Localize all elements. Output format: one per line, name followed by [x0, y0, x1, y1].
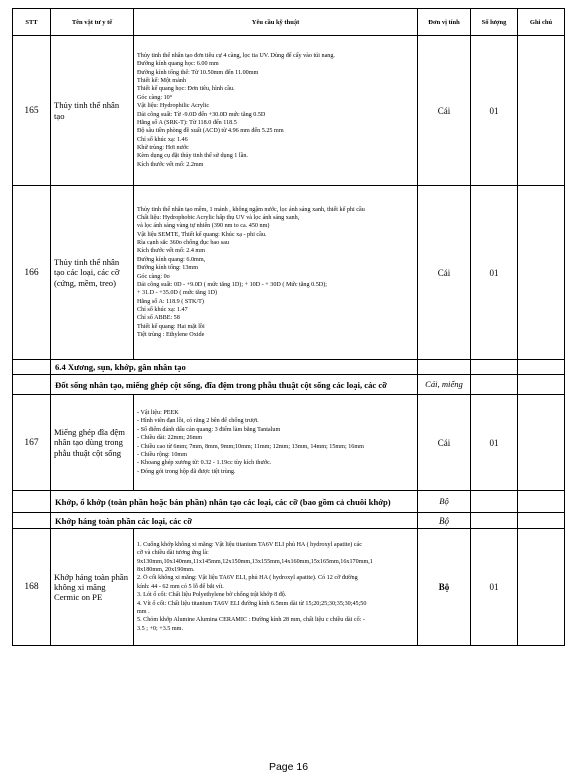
row-qty: 01 [471, 36, 518, 186]
spec-line: - Chiều cao từ 6mm; 7mm, 8mm, 9mm;10mm; 11mm; 12mm; 13mm, 14mm; 15mm; 16mm [137, 443, 364, 450]
header-stt: STT [13, 9, 51, 36]
spec-line: Vật liệu SEMTE, Thiết kế quang: Khúc xạ - phi cầu. [137, 231, 267, 238]
group-empty-note [518, 491, 565, 513]
row-note [518, 186, 565, 360]
spec-line: Kèm dụng cụ đặt thủy tinh thể sử dụng 1 lần. [137, 153, 248, 160]
spec-line: Vật liệu: Hydrophilic Acrylic [137, 103, 210, 110]
group-row [13, 375, 565, 395]
group-empty-note [518, 375, 565, 395]
spec-line: Đường kính tổng thể: Từ 10.50mm đến 11.00mm [137, 69, 259, 76]
group-empty-qty [471, 375, 518, 395]
row-qty: 01 [471, 529, 518, 646]
spec-line: 9x130mm,10x140mm,11x145mm,12x150mm,13x155mm,14x160mm,15x165mm,16x170mm,1 [137, 558, 373, 565]
row-name: Thủy tinh thể nhân tạo [51, 36, 134, 186]
spec-line: Đường kính tổng: 13mm [137, 265, 198, 272]
technical-spec-table [12, 8, 565, 646]
spec-line: - Vật liệu: PEEK [137, 410, 179, 417]
row-note [518, 529, 565, 646]
section-row [13, 360, 565, 375]
spec-line: kính: 44 - 62 mm có 5 lỗ để bắt vít. [137, 583, 224, 590]
row-unit: Cái [418, 395, 471, 491]
spec-line: - Hình viên đạn lồi, có răng 2 bên để chống trượt. [137, 418, 259, 425]
row-name: Khớp háng toàn phần không xi măng Cermic on PE [51, 529, 134, 646]
row-name: Thủy tinh thể nhân tạo các loại, các cỡ (cứng, mềm, treo) [51, 186, 134, 360]
table-row [13, 529, 565, 646]
spec-line: 3. Lót ổ cối: Chất liệu Polyethylene bờ chống trật khớp 8 độ. [137, 592, 287, 599]
spec-line: Thiết kế: Một mảnh [137, 78, 186, 85]
spec-line: Khử trùng: Hơi nước [137, 144, 189, 151]
section-empty-qty [471, 360, 518, 375]
row-spec [134, 36, 418, 186]
spec-line: Thủy tinh thể nhân tạo đơn tiêu cự 4 càng, lọc tia UV. Dùng để cấy vào túi nang. [137, 52, 335, 59]
row-spec [134, 529, 418, 646]
spec-line: 1. Cuống khớp không xi măng: Vật liệu titanium TA6V ELI phủ HA ( hydroxyl apatite) các [137, 542, 362, 549]
header-unit: Đơn vị tính [418, 9, 471, 36]
spec-line: 5. Chỏm khớp Alumine Alumina CERAMIC : Đường kính 28 mm, chất liệu c chiều dài cổ: - [137, 617, 365, 624]
section-title: 6.4 Xương, sụn, khớp, gân nhân tạo [51, 360, 418, 375]
group-title: Đốt sống nhân tạo, miếng ghép cột sống, đĩa đệm trong phẫu thuật cột sống các loại, các cỡ [51, 375, 418, 395]
spec-line: Kích thước vết mổ: 2.4 mm [137, 248, 205, 255]
row-unit: Cái [418, 186, 471, 360]
group-empty-qty [471, 491, 518, 513]
row-spec [134, 395, 418, 491]
spec-line: mm . [137, 608, 150, 615]
table-row [13, 395, 565, 491]
section-empty-unit [418, 360, 471, 375]
spec-line: Góc càng: 10° [137, 94, 173, 101]
spec-line: Đường kính quang học: 6.00 mm [137, 61, 219, 68]
subgroup-row [13, 513, 565, 529]
row-stt: 168 [13, 529, 51, 646]
spec-line: Rìa cạnh sắc 360o chống đục bao sau [137, 240, 229, 247]
spec-line: Chỉ số khúc xạ: 1.46 [137, 136, 188, 143]
row-note [518, 36, 565, 186]
spec-line: Hằng số A (SRK-T): Từ 118.0 đến 118.5 [137, 119, 237, 126]
row-unit: Cái [418, 36, 471, 186]
spec-line: - Đóng gói trong hộp đã được tiệt trùng. [137, 468, 236, 475]
row-qty: 01 [471, 395, 518, 491]
spec-line: Đường kính quang: 6.0mm, [137, 256, 206, 263]
row-note [518, 395, 565, 491]
row-qty: 01 [471, 186, 518, 360]
table-header-row [13, 9, 565, 36]
subgroup-empty-stt [13, 513, 51, 529]
group-title: Khớp, ổ khớp (toàn phần hoặc bán phần) nhân tạo các loại, các cỡ (bao gồm cả chuôi khớp) [51, 491, 418, 513]
header-spec: Yêu cầu kỹ thuật [134, 9, 418, 36]
header-qty: Số lượng [471, 9, 518, 36]
subgroup-empty-note [518, 513, 565, 529]
group-unit: Cái, miếng [418, 375, 471, 395]
spec-line: Chỉ số khúc xạ: 1.47 [137, 306, 188, 313]
spec-line: - Chiều dài: 22mm; 26mm [137, 435, 203, 442]
page-number: Page 16 [268, 761, 309, 773]
spec-line: 8x180mm, 20x190mm. [137, 567, 195, 574]
spec-line: - Chiều rộng: 10mm [137, 451, 187, 458]
table-row [13, 186, 565, 360]
group-row [13, 491, 565, 513]
spec-line: 2. Ổ cối không xi măng: Vật liệu TA6V ELI, phủ HA ( hydroxyl apatite). Có 12 cỡ đường [137, 575, 358, 582]
spec-line: Góc càng: 0o [137, 273, 170, 280]
spec-line: Độ sâu tiền phòng đề xuất (ACD) từ 4.96 mm đến 5.25 mm [137, 128, 284, 135]
row-stt: 167 [13, 395, 51, 491]
subgroup-unit: Bộ [418, 513, 471, 529]
row-unit: Bộ [418, 529, 471, 646]
subgroup-title: Khớp háng toàn phần các loại, các cỡ [51, 513, 418, 529]
spec-line: Thiết kế quang: Hai mặt lồi [137, 323, 205, 330]
spec-line: Chỉ số ABBE: 58 [137, 315, 180, 322]
row-spec [134, 186, 418, 360]
spec-line: + 31.D - +35.0D ( mức tăng 1D) [137, 290, 218, 297]
spec-line: cỡ và chiều dài tương ứng là: [137, 550, 209, 557]
spec-line: Tiệt trùng : Ethylene Oxide [137, 332, 205, 339]
spec-line: 3.5 ; +0; +3.5 mm. [137, 625, 183, 632]
group-empty-stt [13, 491, 51, 513]
table-row [13, 36, 565, 186]
spec-line: - Khoang ghép xương từ: 0.32 - 1.19cc tùy kích thước. [137, 460, 272, 467]
spec-line: Kích thước vết mổ: 2.2mm [137, 161, 204, 168]
spec-line: Hằng số A: 118.9 ( STK/T) [137, 298, 204, 305]
header-note: Ghi chú [518, 9, 565, 36]
spec-line: Thiết kế quang học: Đơn tiêu, hình cầu. [137, 86, 235, 93]
spec-line: 4. Vít ổ cối: Chất liệu titanium TA6V ELI đường kính 6.5mm dài từ 15;20;25;30;35;30;45;50 [137, 600, 367, 607]
spec-line: Dải công suất: Từ -9.0D đến +30.0D mức tăng 0.5D [137, 111, 266, 118]
subgroup-empty-qty [471, 513, 518, 529]
spec-line: Thủy tinh thể nhân tạo mềm, 1 mảnh , không ngậm nước, lọc ánh sáng xanh, thiết kế phi cầu [137, 206, 365, 213]
section-empty-note [518, 360, 565, 375]
row-name: Miếng ghép đĩa đệm nhân tạo dùng trong phẫu thuật cột sống [51, 395, 134, 491]
spec-line: - Số điểm đánh dấu cản quang: 3 điểm làm bằng Tantalum [137, 426, 281, 433]
group-empty-stt [13, 375, 51, 395]
header-name: Tên vật tư y tế [51, 9, 134, 36]
row-stt: 166 [13, 186, 51, 360]
spec-line: và lọc ánh sáng vàng tự nhiên (390 nm to ca. 450 nm) [137, 223, 270, 230]
spec-line: Dải công suất: 0D - +9.0D ( mức tăng 1D); + 10D - + 30D ( Mức tăng 0.5D); [137, 281, 327, 288]
section-empty-stt [13, 360, 51, 375]
group-unit: Bộ [418, 491, 471, 513]
spec-line: Chất liệu: Hydrophobic Acrylic hấp thụ UV và lọc ánh sáng xanh, [137, 214, 300, 221]
row-stt: 165 [13, 36, 51, 186]
